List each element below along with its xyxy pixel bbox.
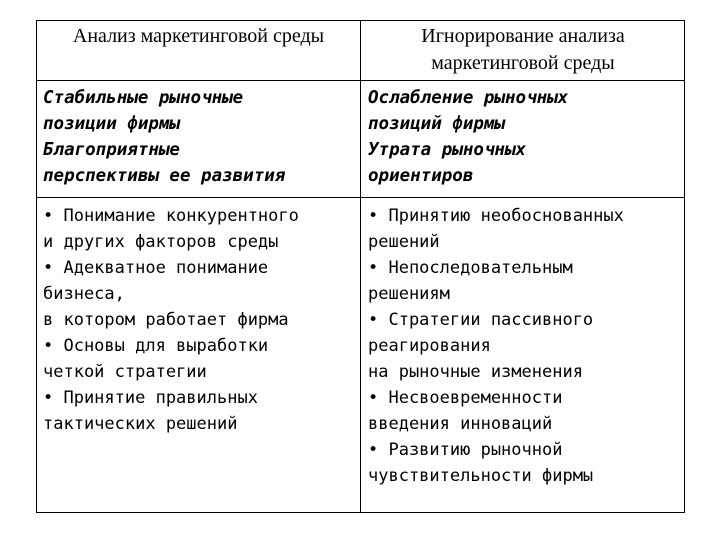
body-left-line: и других факторов среды: [43, 232, 279, 252]
body-cell-right: [368, 203, 684, 489]
subheader-left-line: позиции фирмы: [43, 114, 180, 134]
body-left-line: • Адекватное понимание: [43, 258, 269, 278]
subheader-right-line: Ослабление рыночных: [368, 88, 569, 108]
subheader-divider: [37, 197, 684, 198]
subheader-cell-left: [43, 85, 358, 189]
subheader-right-line: позиций фирмы: [368, 114, 505, 134]
body-right-line: на рыночные изменения: [368, 362, 583, 382]
body-right-line: введения инноваций: [368, 414, 553, 434]
body-left-line: бизнеса,: [43, 284, 125, 304]
header-divider: [37, 80, 684, 81]
body-right-line: • Принятию необоснованных: [368, 206, 624, 226]
body-right-line: • Стратегии пассивного: [368, 310, 594, 330]
subheader-right-line: ориентиров: [368, 166, 474, 186]
body-left-line: четкой стратегии: [43, 362, 207, 382]
subheader-right-line: Утрата рыночных: [368, 140, 527, 160]
header-cell-right: [362, 23, 684, 77]
body-left-line: • Понимание конкурентного: [43, 206, 299, 226]
header-right-line-2: маркетинговой среды: [431, 52, 615, 74]
header-cell-left: [37, 23, 360, 50]
header-right-line-1: Игнорирование анализа: [421, 25, 625, 47]
body-right-line: • Непоследовательным: [368, 258, 573, 278]
body-left-line: • Основы для выработки: [43, 336, 269, 356]
body-cell-left: [43, 203, 358, 437]
body-right-line: реагирования: [368, 336, 491, 356]
column-divider: [360, 21, 361, 512]
subheader-left-line: Стабильные рыночные: [43, 88, 244, 108]
subheader-left-line: перспективы ее развития: [43, 166, 286, 186]
body-left-line: в котором работает фирма: [43, 310, 289, 330]
subheader-left-line: Благоприятные: [43, 140, 180, 160]
body-left-line: тактических решений: [43, 414, 238, 434]
comparison-table: [36, 20, 685, 513]
body-right-line: решений: [368, 232, 440, 252]
body-right-line: • Развитию рыночной: [368, 440, 563, 460]
body-right-line: • Несвоевременности: [368, 388, 563, 408]
header-left-text: Анализ маркетинговой среды: [72, 25, 325, 47]
body-right-line: решениям: [368, 284, 450, 304]
subheader-cell-right: [368, 85, 684, 189]
body-right-line: чувствительности фирмы: [368, 466, 594, 486]
body-left-line: • Принятие правильных: [43, 388, 258, 408]
